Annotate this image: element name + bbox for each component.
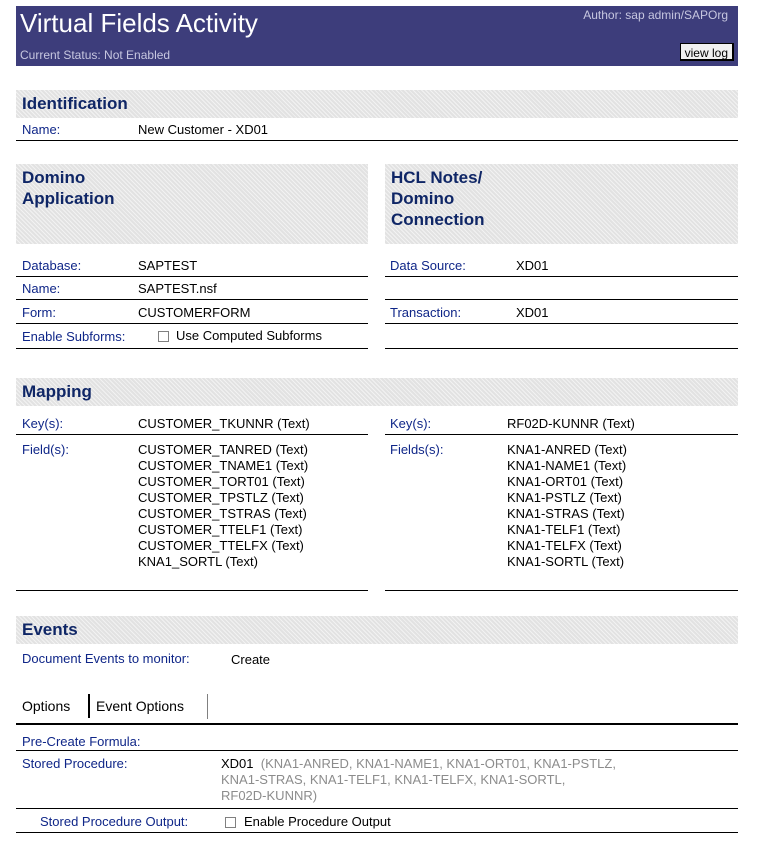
enable-subforms-label: Enable Subforms: <box>22 329 126 344</box>
mapping-left-keys-label: Key(s): <box>22 416 64 431</box>
stored-procedure-name: XD01 <box>221 756 254 771</box>
divider <box>385 348 738 349</box>
pre-create-formula-label: Pre-Create Formula: <box>22 734 141 749</box>
stored-procedure-params: (KNA1-ANRED, KNA1-NAME1, KNA1-ORT01, KNA1-PSTLZ, <box>260 756 616 771</box>
list-item: CUSTOMER_TTELFX (Text) <box>138 538 304 553</box>
list-item: CUSTOMER_TORT01 (Text) <box>138 474 305 489</box>
view-log-button[interactable]: view log <box>680 43 734 61</box>
database-value: SAPTEST <box>138 258 198 273</box>
events-monitor-label: Document Events to monitor: <box>22 651 190 666</box>
mapping-left-keys-value: CUSTOMER_TKUNNR (Text) <box>138 416 310 431</box>
events-monitor-value: Create <box>231 652 271 667</box>
connection-heading-line1: HCL Notes/ <box>391 168 483 187</box>
divider <box>385 323 738 324</box>
divider <box>16 832 738 833</box>
list-item: KNA1-ORT01 (Text) <box>507 474 624 489</box>
divider <box>16 276 368 277</box>
connection-heading-line2: Domino <box>391 189 455 208</box>
list-item: KNA1-PSTLZ (Text) <box>507 490 622 505</box>
tab-bar-underline <box>16 723 738 725</box>
divider <box>385 276 738 277</box>
list-item: KNA1-NAME1 (Text) <box>507 458 627 473</box>
stored-procedure-line-1 <box>221 756 616 772</box>
mapping-right-keys-value: RF02D-KUNNR (Text) <box>507 416 635 431</box>
domino-application-heading <box>16 164 368 244</box>
stored-procedure-label: Stored Procedure: <box>22 756 128 771</box>
divider <box>385 590 738 591</box>
data-source-value: XD01 <box>516 258 549 273</box>
form-label: Form: <box>22 305 56 320</box>
tab-options[interactable]: Options <box>22 698 71 714</box>
tab-event-options[interactable]: Event Options <box>96 698 184 714</box>
app-name-label: Name: <box>22 281 61 296</box>
computed-subforms-option[interactable]: Use Computed Subforms <box>176 328 322 343</box>
divider <box>16 750 738 751</box>
divider <box>16 590 368 591</box>
divider <box>16 808 738 809</box>
stored-procedure-params: RF02D-KUNNR) <box>221 788 318 803</box>
database-label: Database: <box>22 258 82 273</box>
list-item: KNA1-STRAS (Text) <box>507 506 625 521</box>
enable-procedure-output-checkbox[interactable] <box>225 817 236 828</box>
domino-application-heading-line1: Domino <box>22 168 86 187</box>
domino-application-heading-line2: Application <box>22 189 115 208</box>
mapping-left-fields-list <box>138 442 308 570</box>
author-text: Author: sap admin/SAPOrg <box>583 8 728 22</box>
connection-heading <box>385 164 738 244</box>
identification-heading: Identification <box>16 90 738 118</box>
list-item: CUSTOMER_TSTRAS (Text) <box>138 506 307 521</box>
transaction-value: XD01 <box>516 305 549 320</box>
status-text: Current Status: Not Enabled <box>20 48 171 62</box>
stored-procedure-value <box>221 756 616 804</box>
tab-separator <box>88 694 90 718</box>
list-item: CUSTOMER_TNAME1 (Text) <box>138 458 309 473</box>
list-item: KNA1-SORTL (Text) <box>507 554 625 569</box>
divider <box>16 434 368 435</box>
form-value: CUSTOMERFORM <box>138 305 251 320</box>
list-item: KNA1-TELF1 (Text) <box>507 522 621 537</box>
data-source-label: Data Source: <box>390 258 466 273</box>
divider <box>16 348 368 349</box>
divider <box>385 434 738 435</box>
list-item: KNA1_SORTL (Text) <box>138 554 258 569</box>
enable-procedure-output-option[interactable]: Enable Procedure Output <box>244 814 391 829</box>
transaction-label: Transaction: <box>390 305 462 320</box>
mapping-right-fields-list <box>507 442 627 570</box>
list-item: CUSTOMER_TTELF1 (Text) <box>138 522 303 537</box>
stored-procedure-params: KNA1-STRAS, KNA1-TELF1, KNA1-TELFX, KNA1-SORTL, <box>221 772 566 787</box>
app-name-value: SAPTEST.nsf <box>138 281 217 296</box>
divider <box>16 140 738 141</box>
events-heading: Events <box>16 616 738 644</box>
header-banner <box>16 6 738 66</box>
mapping-right-keys-label: Key(s): <box>390 416 432 431</box>
list-item: KNA1-ANRED (Text) <box>507 442 627 457</box>
divider <box>16 299 368 300</box>
connection-heading-line3: Connection <box>391 210 485 229</box>
identification-name-label: Name: <box>22 122 61 137</box>
mapping-heading: Mapping <box>16 378 738 406</box>
identification-name-value: New Customer - XD01 <box>138 122 269 137</box>
list-item: CUSTOMER_TPSTLZ (Text) <box>138 490 304 505</box>
mapping-right-fields-label: Fields(s): <box>390 442 444 457</box>
mapping-left-fields-label: Field(s): <box>22 442 69 457</box>
divider <box>16 323 368 324</box>
page-title: Virtual Fields Activity <box>20 8 258 38</box>
stored-procedure-output-label: Stored Procedure Output: <box>40 814 189 829</box>
list-item: KNA1-TELFX (Text) <box>507 538 622 553</box>
computed-subforms-checkbox[interactable] <box>158 331 169 342</box>
list-item: CUSTOMER_TANRED (Text) <box>138 442 308 457</box>
tab-separator <box>207 694 208 719</box>
divider <box>385 299 738 300</box>
